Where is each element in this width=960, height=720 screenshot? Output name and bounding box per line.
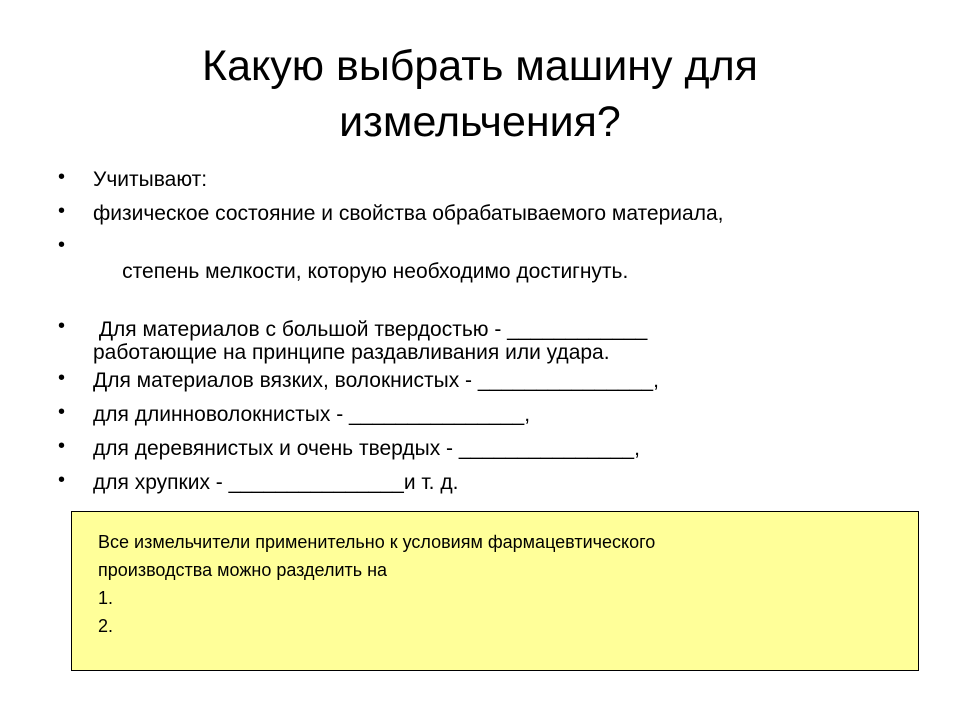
slide-title-line-2: измельчения? bbox=[339, 98, 621, 146]
slide-title bbox=[100, 38, 860, 150]
bullet-item bbox=[58, 369, 918, 393]
note-text-line-2: производства можно разделить на bbox=[98, 560, 388, 580]
bullet-text: степень мелкости, которую необходимо достигнуть. bbox=[116, 260, 629, 283]
bullet-text-suffix: , bbox=[653, 369, 659, 392]
bullet-text-continuation: работающие на принципе раздавливания или удара. bbox=[93, 341, 610, 364]
note-text-line-1: Все измельчители применительно к условиям фармацевтического bbox=[98, 532, 656, 552]
bullet-item bbox=[58, 168, 918, 192]
fill-in-blank: _______________ bbox=[477, 369, 654, 392]
bullet-text: Для материалов вязких, волокнистых - bbox=[93, 369, 478, 392]
bullet-text-suffix: и т. д. bbox=[403, 471, 459, 494]
bullet-item bbox=[58, 471, 918, 495]
bullet-item bbox=[58, 318, 918, 364]
fill-in-blank: _______________ bbox=[458, 437, 635, 460]
slide-title-line-1: Какую выбрать машину для bbox=[202, 42, 758, 90]
note-box bbox=[71, 511, 919, 671]
bullet-text: физическое состояние и свойства обрабатываемого материала, bbox=[93, 202, 724, 225]
bullet-text: Учитывают: bbox=[93, 168, 208, 191]
bullet-item bbox=[58, 202, 918, 226]
bullet-item bbox=[58, 403, 918, 427]
bullet-text: Для материалов с большой твердостью - bbox=[93, 318, 508, 341]
fill-in-blank: ____________ bbox=[507, 318, 648, 341]
bullet-text-suffix: , bbox=[524, 403, 531, 426]
bullet-item bbox=[58, 236, 918, 308]
fill-in-blank: _______________ bbox=[228, 471, 404, 494]
bullet-text: для длинноволокнистых - bbox=[93, 403, 350, 426]
bullet-item bbox=[58, 437, 918, 461]
bullet-text: для деревянистых и очень твердых - bbox=[93, 437, 459, 460]
bullet-text-suffix: , bbox=[634, 437, 640, 460]
fill-in-blank: _______________ bbox=[349, 403, 525, 426]
note-list-item-1: 1. bbox=[98, 588, 114, 608]
note-list-item-2: 2. bbox=[98, 616, 114, 636]
bullet-text: для хрупких - bbox=[93, 471, 229, 494]
bullet-list bbox=[58, 168, 918, 505]
